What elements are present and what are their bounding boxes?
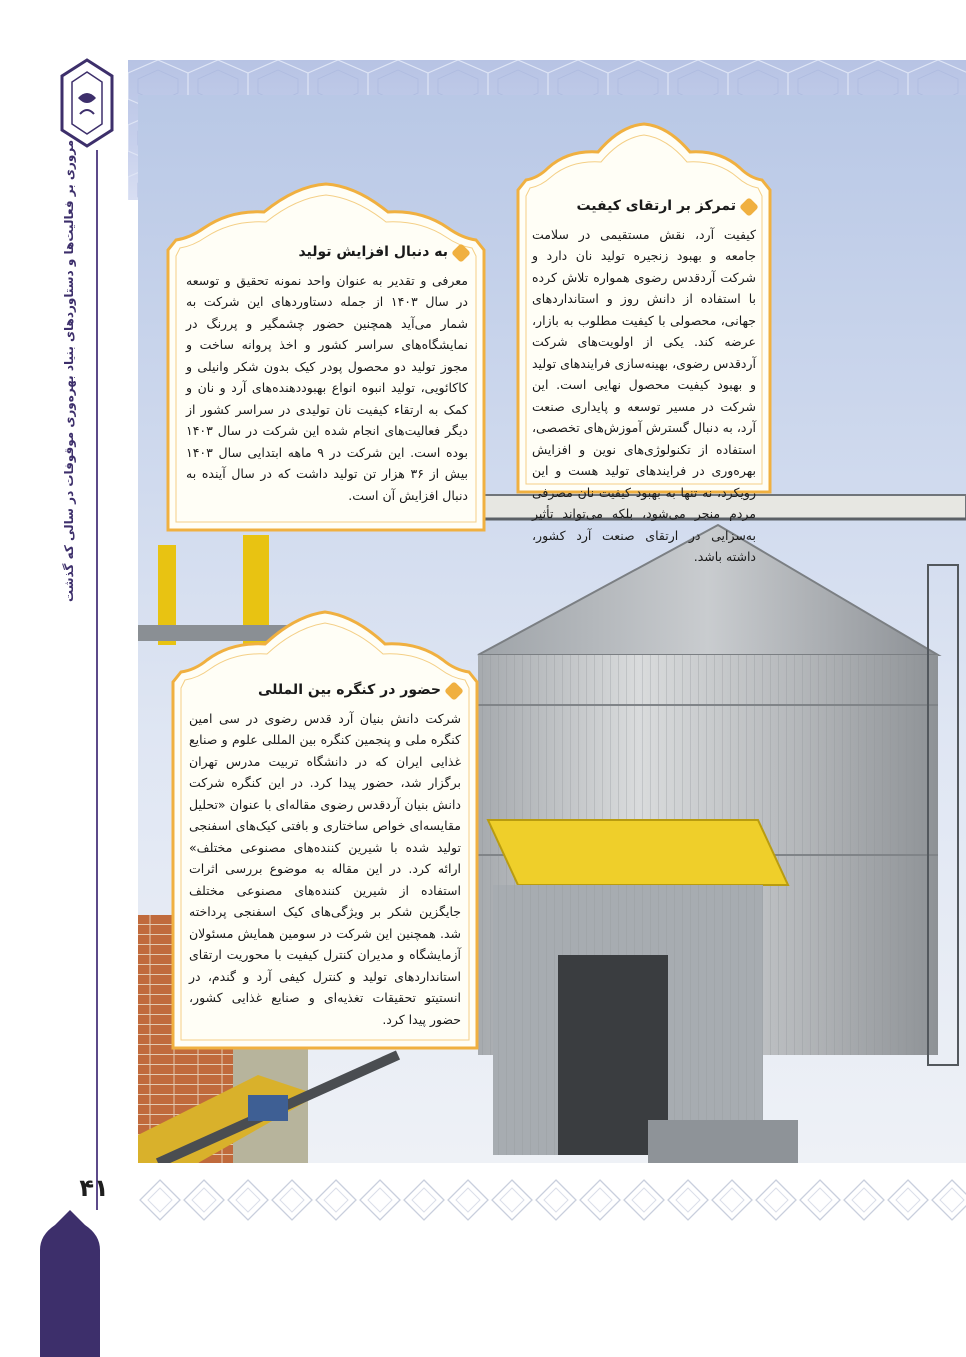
card-body: شرکت دانش بنیان آرد قدس رضوی در سی امین کنگره ملی و پنجمین کنگره بین المللی علوم و صنایع غذایی ایران که در دانشگاه تربیت مدرس تهران برگزار شد، حضور پیدا کرد. در این کنگره شرکت دانش بنیان آردقدس رضوی مقاله‌ای با عنوان «تحلیل مقایسه‌ای خواص ساختاری و بافتی کیک‌های اسفنجی تولید شده با شیرین کننده‌های مصنوعی مختلف» ارائه کرد. در این مقاله به موضوع بررسی اثرات استفاده از شیرین کننده‌های مصنوعی مختلف جایگزین شکر بر ویژگی‌های کیک اسفنجی پرداخته شد. همچنین این شرکت در سومین همایش مسئولان آزمایشگاه و مدیران کنترل کیفیت با محوریت ارتقای استانداردهای تولید و کنترل کیفی آرد و گندم، در انستیتو تحقیقات تغذیه‌ای و صنایع غذایی کشور، حضور پیدا کرد. — [189, 710, 461, 1027]
publication-logo — [52, 58, 122, 148]
side-bar — [0, 0, 128, 1357]
card-title-text: به دنبال افزایش تولید — [298, 244, 448, 260]
card-production — [160, 180, 492, 540]
card-title — [532, 196, 756, 218]
card-title-text: حضور در کنگره بین المللی — [257, 682, 441, 698]
diamond-bullet-icon — [444, 681, 464, 701]
card-title — [189, 680, 461, 702]
card-congress — [165, 608, 485, 1058]
card-title — [186, 242, 468, 264]
diamond-bullet-icon — [451, 243, 471, 263]
diamond-bullet-icon — [739, 197, 759, 217]
running-header: مروری بر فعالیت‌ها و دستاوردهای بنیاد بهره‌وری موقوفات در سالی که گذشت — [62, 140, 76, 603]
card-body: معرفی و تقدیر به عنوان واحد نمونه تحقیق و توسعه در سال ۱۴۰۳ از جمله دستاوردهای این شرکت به شمار می‌آید همچنین حضور چشمگیر و پررنگ در نمایشگاه‌های سراسر کشور و اخذ پروانه ساخت و مجوز تولید دو محصول پودر کیک بدون شکر وانیلی و کاکائویی، تولید انبوه انواع بهبوددهنده‌های آرد و نان و کمک به ارتقاء کیفیت نان تولیدی در سراسر کشور از دیگر فعالیت‌های انجام شده این شرکت در سال ۱۴۰۳ بوده است. این شرکت در ۹ ماهه ابتدایی سال ۱۴۰۳ بیش از ۳۶ هزار تن تولید داشت که در سال آینده به دنبال افزایش آن است. — [186, 272, 468, 503]
card-body: کیفیت آرد، نقش مستقیمی در سلامت جامعه و بهبود زنجیره تولید نان دارد و شرکت آردقدس رضوی همواره تلاش کرده با استفاده از دانش روز و استانداردهای جهانی، محصولی با کیفیت مطلوب به بازار، عرضه کند. یکی از اولویت‌های شرکت آردقدس رضوی، بهینه‌سازی فرایندهای تولید و بهبود کیفیت محصول نهایی است. این شرکت در مسیر توسعه و پایداری صنعت آرد، به دنبال گسترش آموزش‌های تخصصی، استفاده از تکنولوژی‌های نوین و افزایش بهره‌وری در فرایندهای تولید هست و این رویکرد، نه تنها به بهبود کیفیت نان مصرفی مردم منجر می‌شود، بلکه می‌تواند تأثیر به‌سزایی در ارتقای صنعت آرد کشور، داشته باشد. — [532, 226, 756, 564]
sidebar-divider-line — [96, 150, 98, 1210]
page-number: ۴۱ — [79, 1174, 109, 1202]
card-title-text: تمرکز بر ارتقای کیفیت — [576, 198, 736, 214]
card-quality — [508, 120, 780, 564]
bottom-tab-shape — [40, 1210, 100, 1357]
bottom-ornament-pattern — [138, 1178, 966, 1222]
